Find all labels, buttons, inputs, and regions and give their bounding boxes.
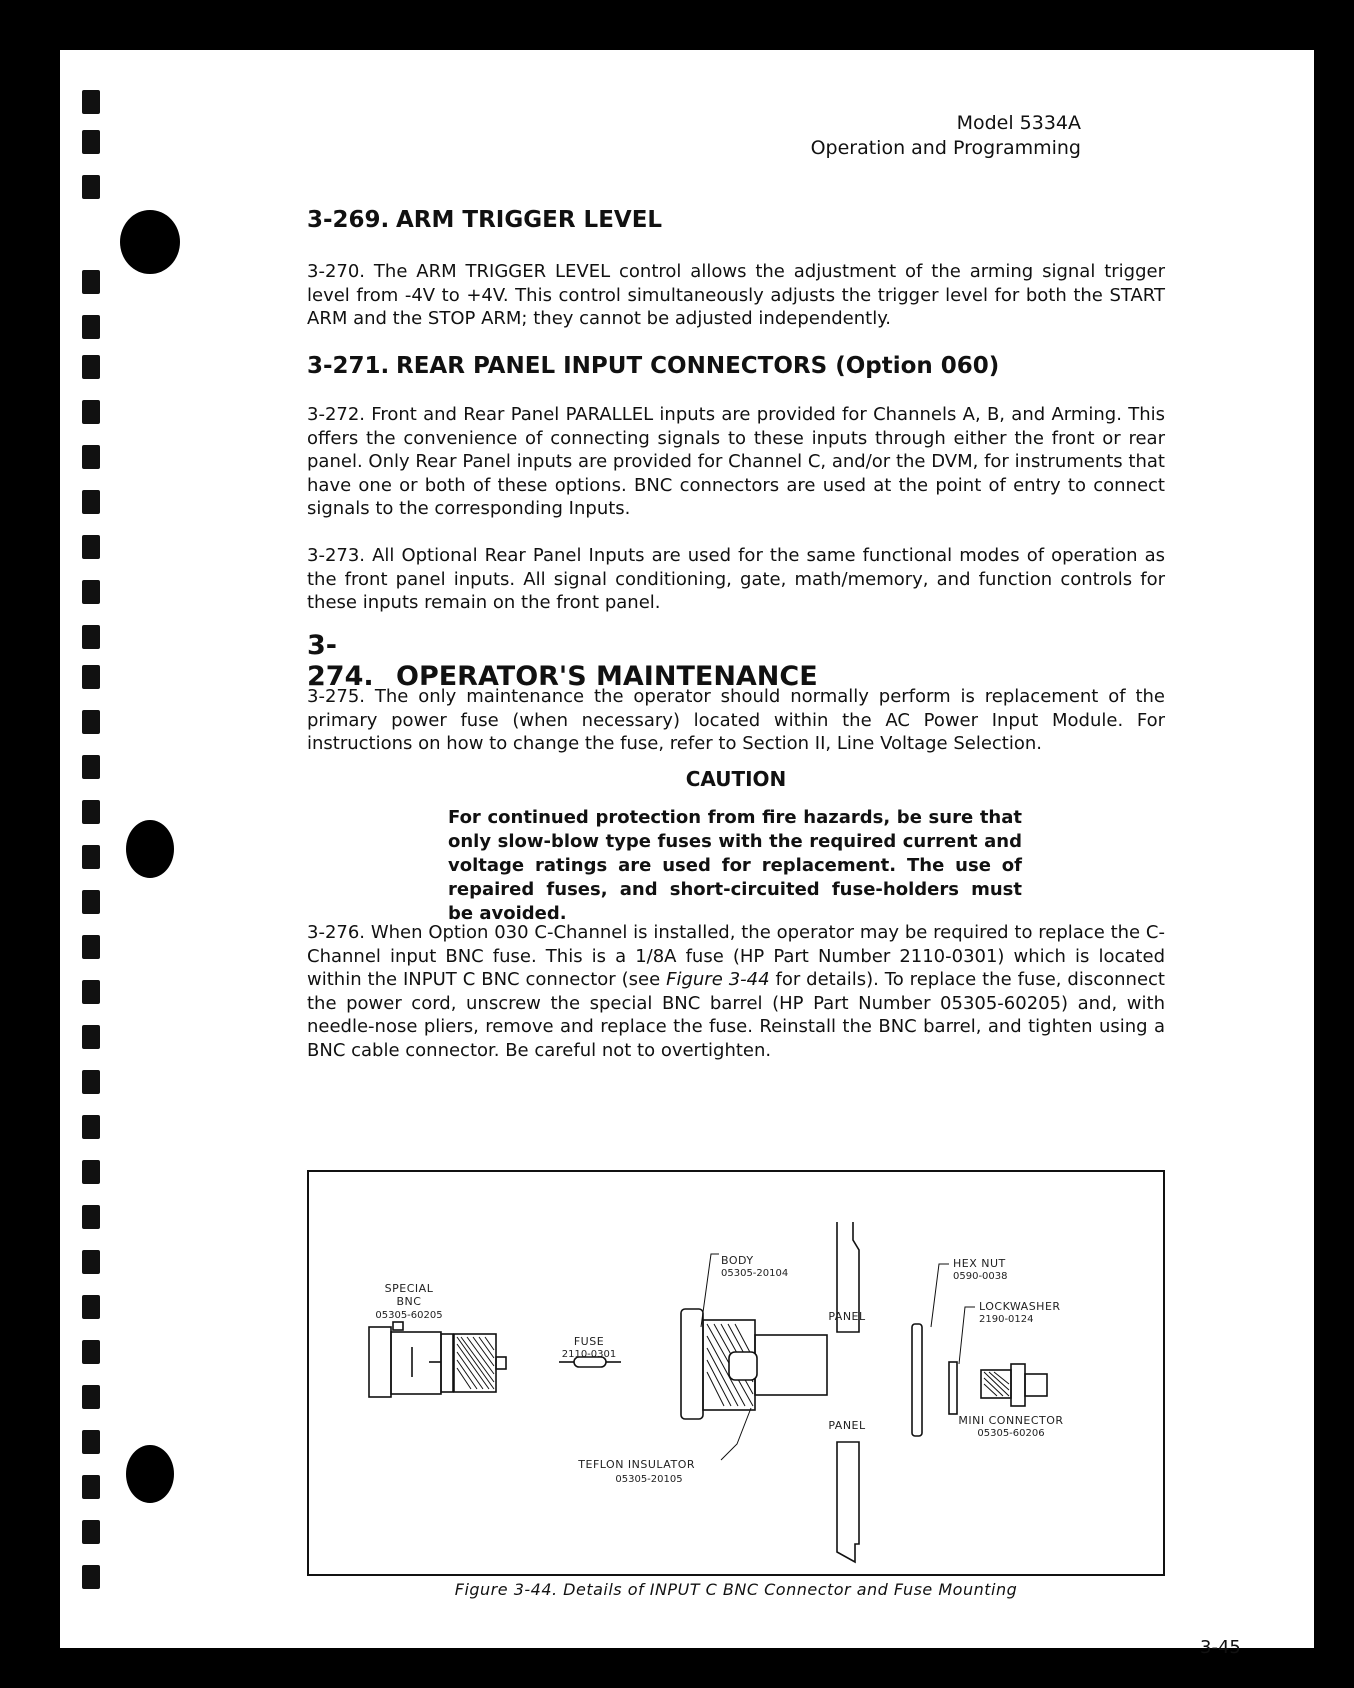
page-number: 3-45: [1200, 1637, 1241, 1658]
figure-reference: Figure 3-44: [666, 969, 770, 990]
document-page: [60, 50, 1314, 1658]
binding-holes: [60, 50, 110, 1648]
header-model: Model 5334A: [956, 112, 1081, 134]
paragraph-3-272: 3-272. Front and Rear Panel PARALLEL inputs are provided for Channels A, B, and Arming. This offers the convenience of connecting signals to these inputs through either the front or rear panel. Only Rear Panel inputs are provided for Channel C, and/or the DVM, for instruments that have one or both of these options. BNC connectors are used at the point of entry to connect signals to the corresponding Inputs.: [307, 404, 1165, 519]
label-lockwasher: LOCKWASHER: [979, 1300, 1061, 1313]
label-fuse: FUSE: [573, 1335, 605, 1348]
figure-caption: Figure 3-44. Details of INPUT C BNC Connector and Fuse Mounting: [454, 1580, 1018, 1599]
heading-operators-maintenance: 3-274. OPERATOR'S MAINTENANCE: [307, 630, 818, 692]
mini-connector-nut: [1011, 1364, 1025, 1406]
label-body: BODY: [721, 1254, 754, 1267]
label-teflon-insulator: TEFLON INSULATOR: [578, 1458, 695, 1471]
paragraph-3-275: 3-275. The only maintenance the operator should normally perform is replacement of the primary power fuse (when necessary) located within the AC Power Input Module. For instructions on how to change the fuse, refer to Section II, Line Voltage Selection.: [307, 686, 1165, 754]
figure-3-44: [307, 1170, 1165, 1576]
caution-text: For continued protection from fire hazards, be sure that only slow-blow type fuses with the required current and voltage ratings are used for replacement. The use of repaired fuses, and short-circuited fuse-holders must be avoided.: [448, 807, 1022, 924]
label-body-pn: 05305-20104: [721, 1268, 789, 1279]
label-fuse-pn: 2110-0301: [561, 1349, 617, 1360]
header-section: Operation and Programming: [810, 137, 1081, 159]
label-special-bnc: SPECIAL: [384, 1282, 434, 1295]
paragraph-3-276: 3-276. When Option 030 C-Channel is installed, the operator may be required to replace the C-Channel input BNC fuse. This is a 1/8A fuse (HP Part Number 2110-0301) which is located within the INPUT C BNC connector (see Figure 3-44 for details). To replace the fuse, disconnect the power cord, unscrew the special BNC barrel (HP Part Number 05305-60205) and, with needle-nose pliers, remove and replace the fuse. Reinstall the BNC barrel, and tighten using a BNC cable connector. Be careful not to overtighten.: [307, 922, 1165, 1061]
label-teflon-pn: 05305-20105: [615, 1474, 683, 1485]
label-hex-nut: HEX NUT: [953, 1257, 1006, 1270]
heading-arm-trigger-level: 3-269. ARM TRIGGER LEVEL: [307, 207, 663, 233]
caution-title: CAUTION: [685, 767, 787, 791]
lockwasher: [949, 1362, 957, 1414]
mini-connector-tip: [1025, 1374, 1047, 1396]
label-panel-lower: PANEL: [828, 1419, 866, 1432]
label-lockwasher-pn: 2190-0124: [979, 1314, 1034, 1325]
bnc-barrel-cap: [369, 1327, 391, 1397]
body-flange: [681, 1309, 703, 1419]
label-hex-nut-pn: 0590-0038: [953, 1271, 1008, 1282]
panel-lower: [837, 1442, 859, 1562]
label-panel-upper: PANEL: [828, 1310, 866, 1323]
label-mini-connector-pn: 05305-60206: [977, 1428, 1045, 1439]
label-mini-connector: MINI CONNECTOR: [958, 1414, 1064, 1427]
heading-rear-panel-input-connectors: 3-271. REAR PANEL INPUT CONNECTORS (Option 060): [307, 353, 1000, 379]
teflon-insulator: [729, 1352, 757, 1380]
label-special-bnc-2: BNC: [396, 1295, 422, 1308]
body-sleeve: [755, 1335, 827, 1395]
label-special-bnc-pn: 05305-60205: [375, 1310, 443, 1321]
paragraph-3-273: 3-273. All Optional Rear Panel Inputs are used for the same functional modes of operation as the front panel inputs. All signal conditioning, gate, math/memory, and function controls for these inputs remain on the front panel.: [307, 545, 1165, 613]
paragraph-3-270: 3-270. The ARM TRIGGER LEVEL control allows the adjustment of the arming signal trigger level from -4V to +4V. This control simultaneously adjusts the trigger level for both the START ARM and the STOP ARM; they cannot be adjusted independently.: [307, 261, 1165, 329]
bnc-connector-diagram: [309, 1172, 1163, 1574]
hex-nut: [912, 1324, 922, 1436]
